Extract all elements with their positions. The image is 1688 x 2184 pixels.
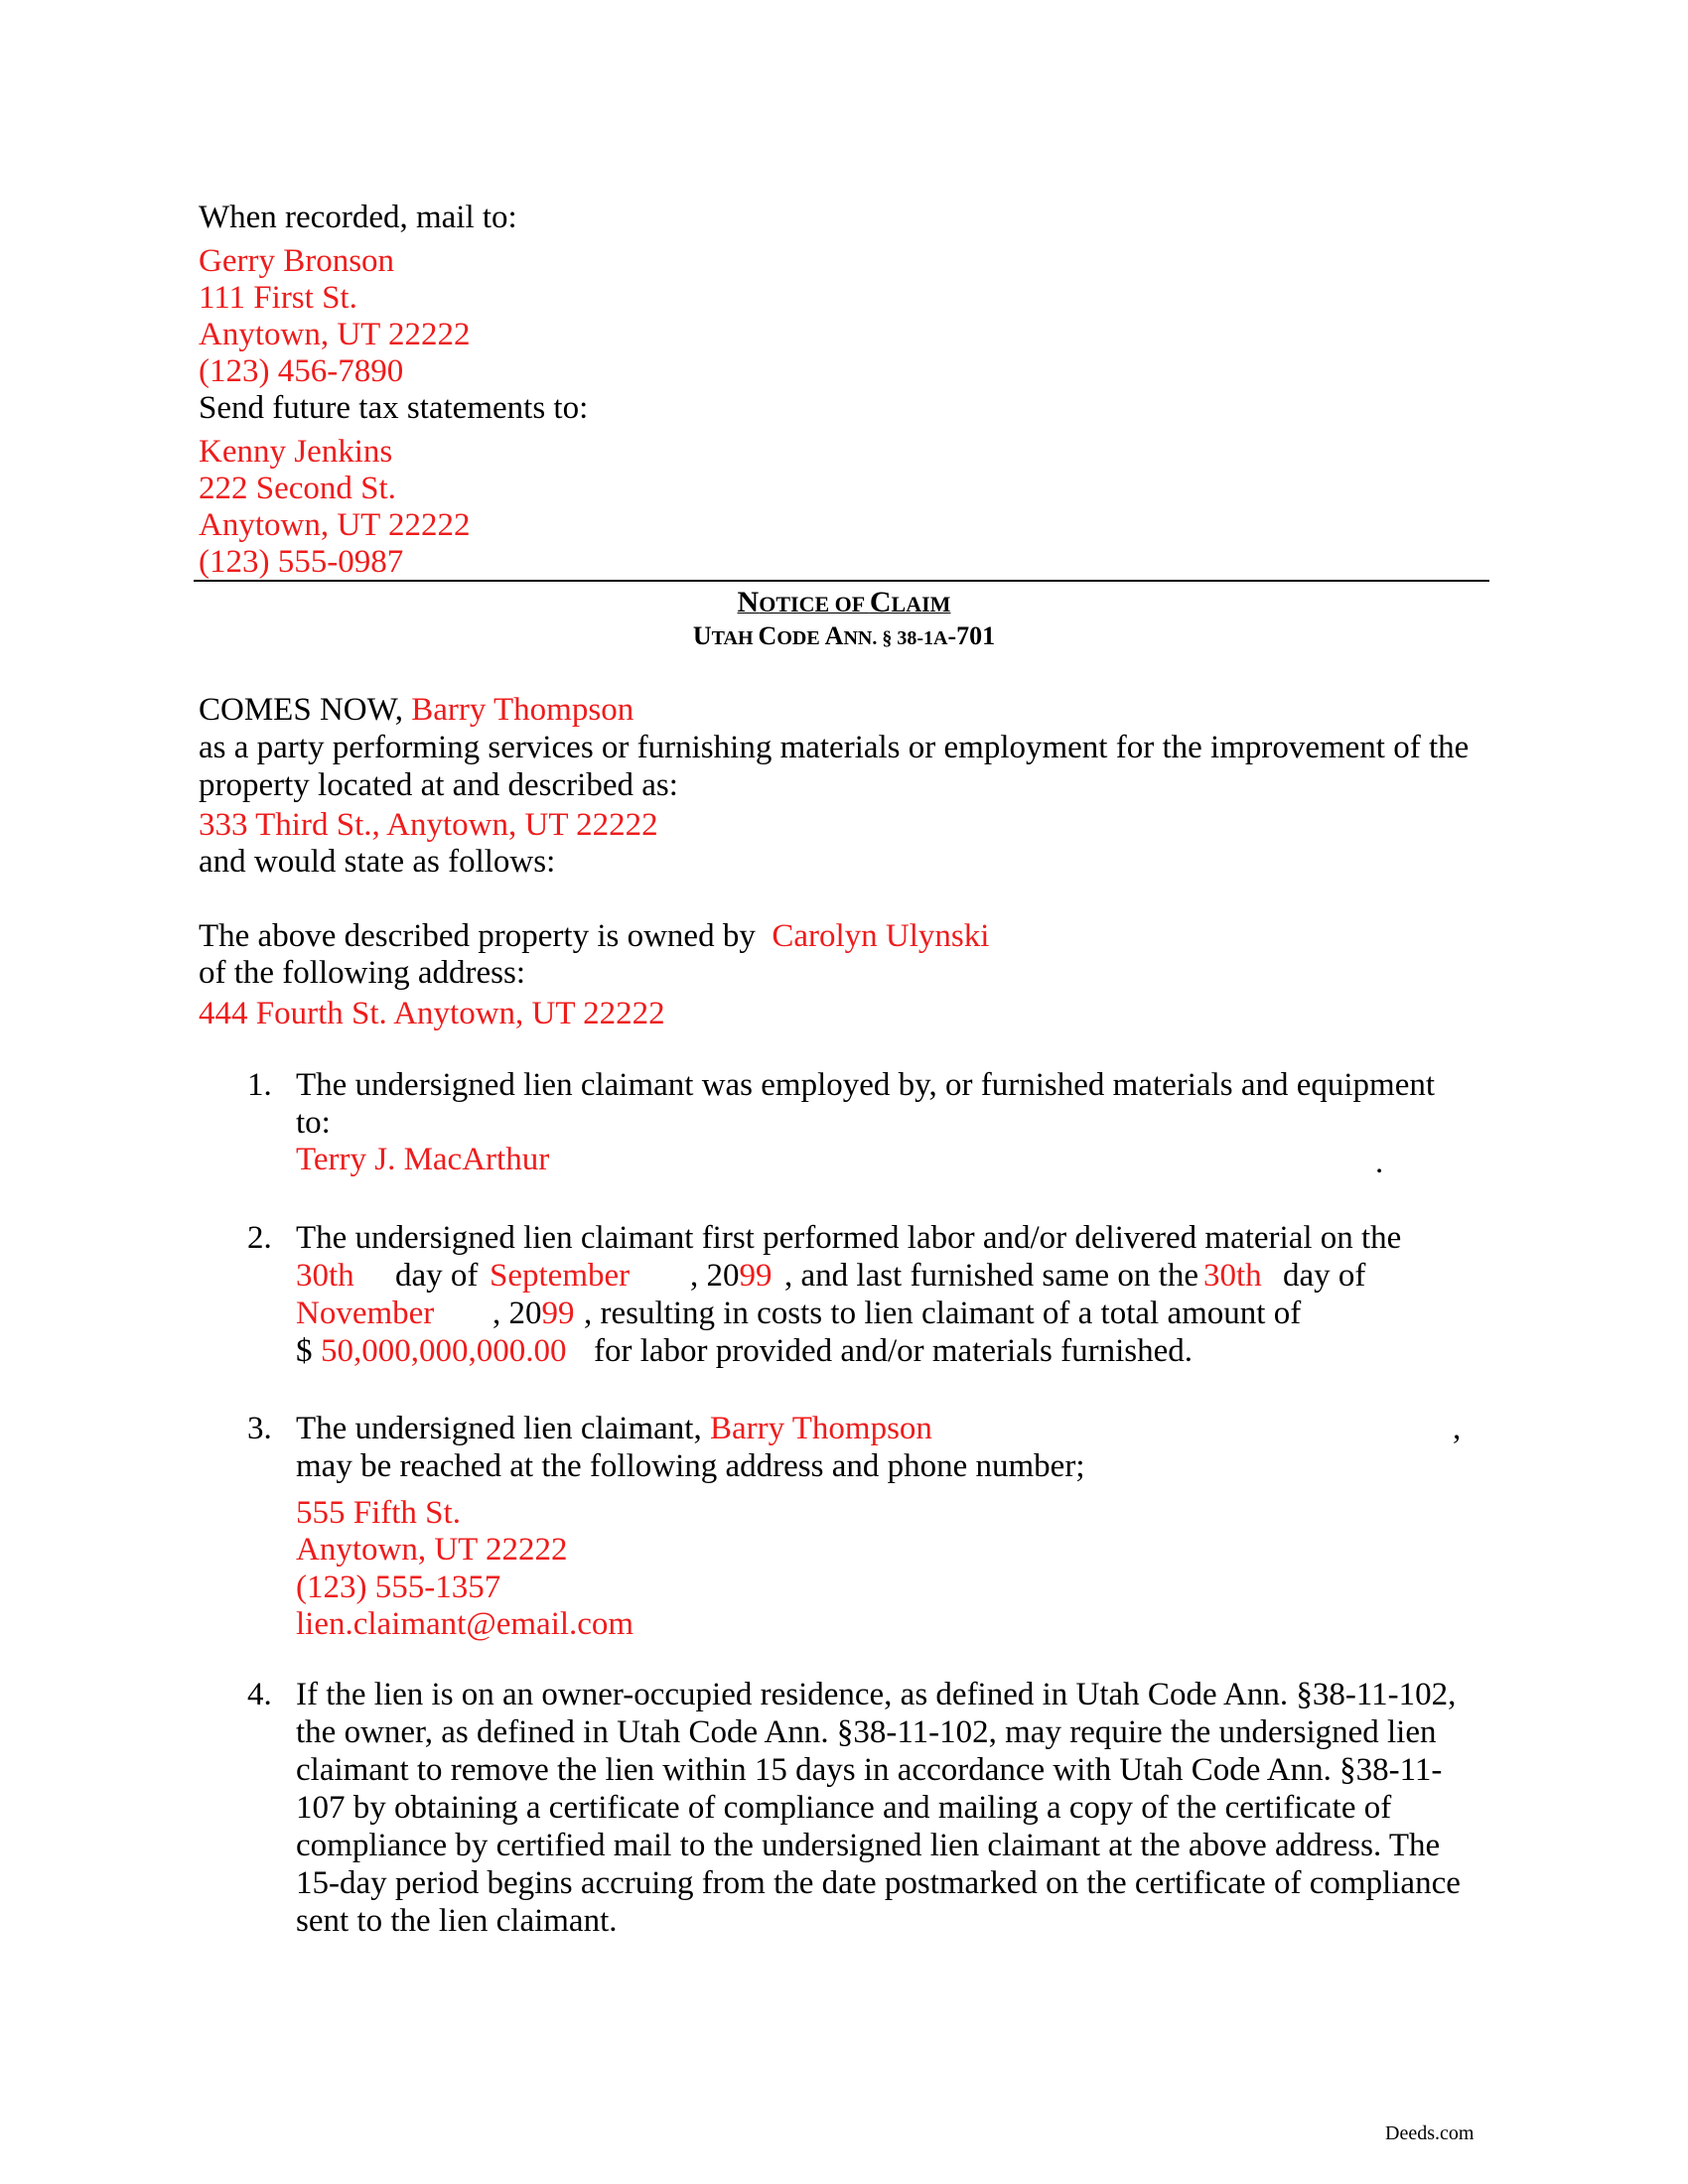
claimant-name: Barry Thompson bbox=[411, 692, 634, 728]
item-2-resulting: , resulting in costs to lien claimant of a total amount of bbox=[584, 1296, 1302, 1331]
header-rule bbox=[194, 580, 1489, 582]
first-day: 30th bbox=[296, 1258, 354, 1294]
item-2-dollar: $ bbox=[296, 1333, 313, 1369]
mail-to-heading: When recorded, mail to: bbox=[199, 200, 517, 235]
tax-to-phone: (123) 555-0987 bbox=[199, 544, 404, 580]
item-3-comma: , bbox=[1453, 1411, 1462, 1446]
intro-line-1: COMES NOW, Barry Thompson bbox=[199, 692, 634, 728]
item-3-line-a: The undersigned lien claimant, Barry Thompson bbox=[296, 1411, 932, 1446]
property-address: 333 Third St., Anytown, UT 22222 bbox=[199, 807, 658, 843]
owner-address: 444 Fourth St. Anytown, UT 22222 bbox=[199, 996, 665, 1031]
statute-citation: UTAH CODE ANN. § 38-1A-701 bbox=[692, 621, 996, 650]
last-year: , 2099 bbox=[492, 1296, 575, 1331]
item-4-number: 4. bbox=[247, 1677, 272, 1712]
owner-line-1: The above described property is owned by Carolyn Ulynski bbox=[199, 918, 990, 954]
first-year: , 2099 bbox=[690, 1258, 773, 1294]
intro-line-3: property located at and described as: bbox=[199, 767, 678, 803]
item-1-number: 1. bbox=[247, 1067, 272, 1103]
item-4-line: compliance by certified mail to the undersigned lien claimant at the above address. The bbox=[296, 1828, 1441, 1863]
last-day: 30th bbox=[1203, 1258, 1262, 1294]
intro-line-5: and would state as follows: bbox=[199, 844, 556, 880]
claimant-city: Anytown, UT 22222 bbox=[296, 1532, 568, 1568]
owner-name: Carolyn Ulynski bbox=[772, 918, 990, 954]
item-1-period: . bbox=[1375, 1145, 1384, 1180]
item-4-line: 107 by obtaining a certificate of compliance and mailing a copy of the certificate of bbox=[296, 1790, 1392, 1826]
footer-brand: Deeds.com bbox=[1385, 2122, 1475, 2144]
item-2-line-a: The undersigned lien claimant first performed labor and/or delivered material on the bbox=[296, 1220, 1402, 1256]
item-1-line-a: The undersigned lien claimant was employed by, or furnished materials and equipment bbox=[296, 1067, 1436, 1103]
tax-to-name: Kenny Jenkins bbox=[199, 434, 393, 470]
claimant-phone: (123) 555-1357 bbox=[296, 1570, 501, 1605]
employer-name: Terry J. MacArthur bbox=[296, 1142, 550, 1177]
document-title: NOTICE OF CLAIM bbox=[737, 586, 951, 618]
claimant-street: 555 Fifth St. bbox=[296, 1495, 461, 1531]
item-4-line: If the lien is on an owner-occupied residence, as defined in Utah Code Ann. §38-11-102, bbox=[296, 1677, 1457, 1712]
item-4-line: 15-day period begins accruing from the date postmarked on the certificate of compliance bbox=[296, 1865, 1461, 1901]
item-2-last-text: , and last furnished same on the bbox=[784, 1258, 1198, 1294]
item-3-number: 3. bbox=[247, 1411, 272, 1446]
mail-to-name: Gerry Bronson bbox=[199, 243, 395, 279]
item-1-line-b: to: bbox=[296, 1105, 331, 1141]
item-3-claimant-name: Barry Thompson bbox=[709, 1411, 932, 1446]
last-month: November bbox=[296, 1296, 435, 1331]
tax-to-street: 222 Second St. bbox=[199, 471, 396, 506]
item-2-day-of: day of bbox=[395, 1258, 479, 1294]
mail-to-phone: (123) 456-7890 bbox=[199, 353, 404, 389]
first-month: September bbox=[490, 1258, 631, 1294]
mail-to-city: Anytown, UT 22222 bbox=[199, 317, 471, 352]
item-4-line: the owner, as defined in Utah Code Ann. §38-11-102, may require the undersigned lien bbox=[296, 1714, 1437, 1750]
item-2-for-labor: for labor provided and/or materials furnished. bbox=[594, 1333, 1193, 1369]
claim-amount: 50,000,000,000.00 bbox=[321, 1333, 567, 1369]
item-2-day-of-2: day of bbox=[1283, 1258, 1366, 1294]
item-2-number: 2. bbox=[247, 1220, 272, 1256]
item-3-line-b: may be reached at the following address and phone number; bbox=[296, 1448, 1085, 1484]
tax-to-city: Anytown, UT 22222 bbox=[199, 507, 471, 543]
item-4-line: claimant to remove the lien within 15 days in accordance with Utah Code Ann. §38-11- bbox=[296, 1752, 1443, 1788]
tax-to-heading: Send future tax statements to: bbox=[199, 390, 589, 426]
owner-line-2: of the following address: bbox=[199, 955, 526, 991]
mail-to-street: 111 First St. bbox=[199, 280, 357, 316]
claimant-email: lien.claimant@email.com bbox=[296, 1606, 634, 1642]
item-4-line: sent to the lien claimant. bbox=[296, 1903, 618, 1939]
intro-line-2: as a party performing services or furnishing materials or employment for the improvement of the bbox=[199, 730, 1470, 765]
